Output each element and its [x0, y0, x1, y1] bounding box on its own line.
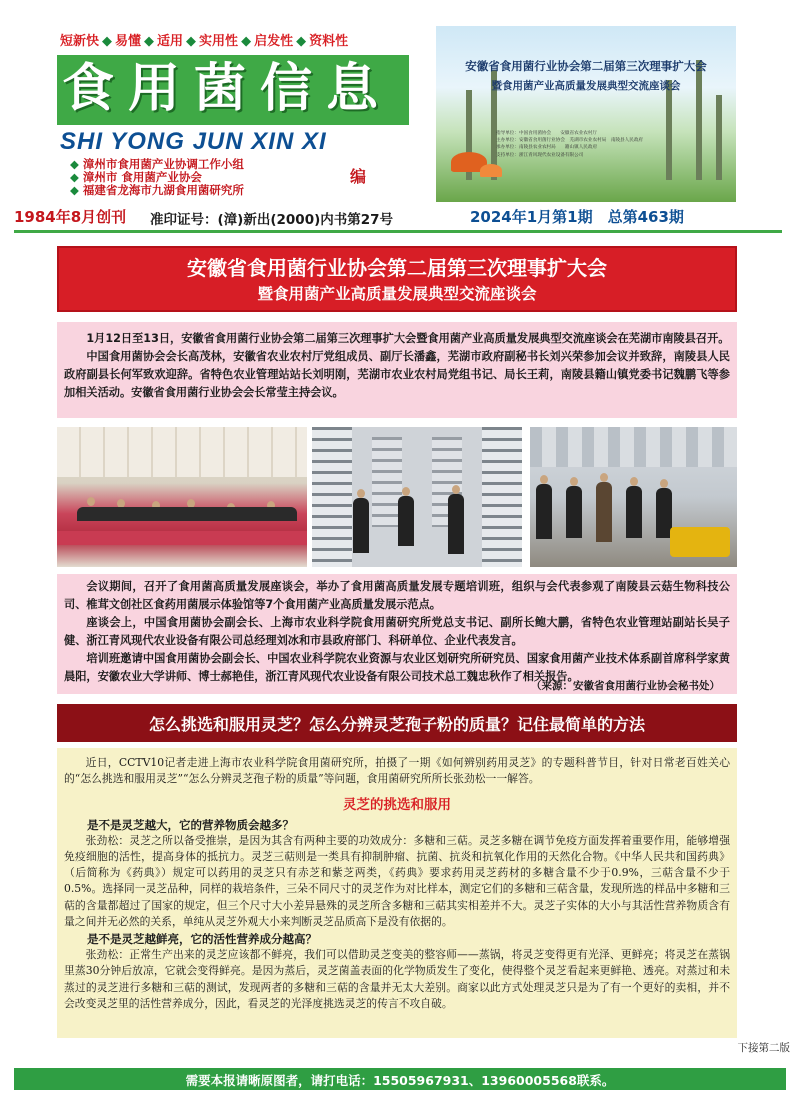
banner-info-line: 支持单位：浙江青风现代农业设备有限公司: [496, 152, 584, 158]
meeting-photo: [57, 427, 307, 567]
masthead-tagline: [60, 30, 410, 52]
tagline-item: 资料性: [309, 34, 349, 49]
article1-intro: [64, 330, 730, 402]
question-heading: 是不是灵芝越鲜亮，它的活性营养成分越高？: [87, 932, 317, 947]
diamond-icon: ◆: [102, 34, 113, 49]
editor-item: ◆ 漳州市食用菌产业协调工作小组: [70, 158, 350, 171]
editor-item: ◆ 福建省龙海市九湖食用菌研究所: [70, 184, 350, 197]
diamond-icon: ◆: [296, 34, 307, 49]
article-paragraph: 1月12日至13日，安徽省食用菌行业协会第二届第三次理事扩大会暨食用菌产业高质量发展典型交流座谈会在芜湖市南陵县召开。: [86, 332, 730, 345]
editor-list: [70, 158, 350, 197]
article-paragraph: 张劲松：正常生产出来的灵芝应该都不鲜亮，我们可以借助灵芝变美的整容师——蒸锅，将灵芝变得更有光泽、更鲜亮；将灵芝在蒸锅里蒸30分钟后放凉，它就会变得鲜亮。是因为蒸后，灵芝菌盖表面的化学物质发生了变化，使得整个灵芝看起来更鲜艳、透亮。对蒸过和未蒸过的灵芝进行多糖和三萜的测试，发现两者的多糖和三萜的含量并无太大差别。商家以此方式处理灵芝只是为了有一个更好的卖相，并不会改变灵芝里的活性营养成分，因此，看灵芝的光泽度挑选灵芝的传言不攻自破。: [64, 948, 730, 1010]
issue-number: 2024年1月第1期 总第463期: [470, 208, 684, 226]
banner-info-line: 指导单位：中国食用菌协会 安徽省农业农村厅: [496, 131, 598, 136]
diamond-icon: ◆: [241, 34, 252, 49]
tagline-item: 启发性: [254, 34, 294, 49]
article-paragraph: 近日，CCTV10记者走进上海市农业科学院食用菌研究所，拍摄了一期《如何辨别药用灵芝》的专题科普节目，针对日常老百姓关心的“怎么挑选和服用灵芝”“怎么分辨灵芝孢子粉的质量”等问题，食用菌研究所所长张劲松一一解答。: [64, 756, 730, 786]
editor-item: ◆ 漳州市 食用菌产业协会: [70, 171, 350, 184]
footer-contact: 需要本报请晰原图者，请打电话：15505967931、13960005568联系。: [185, 1073, 615, 1088]
founded-date: 1984年8月创刊: [14, 208, 127, 226]
newspaper-logo-title: 食用菌信息: [62, 58, 393, 119]
banner-info-line: 承办单位：南陵县农业农村局 籍山镇人民政府: [496, 145, 598, 151]
permit-number: 准印证号：(漳)新出(2000)内书第27号: [150, 212, 394, 228]
article1-source: （来源：安徽省食用菌行业协会秘书处）: [531, 680, 720, 692]
tagline-item: 适用: [157, 34, 184, 49]
article2-headline: 怎么挑选和服用灵芝？怎么分辨灵芝孢子粉的质量？记住最简单的方法: [148, 715, 645, 734]
article-paragraph: 会议期间，召开了食用菌高质量发展座谈会，举办了食用菌高质量发展专题培训班，组织与会代表参观了南陵县云菇生物科技公司、椎茸文创社区食药用菌展示体验馆等7个食用菌产业高质量发展示范点。: [64, 580, 730, 611]
banner-info-line: 主办单位：安徽省食用菌行业协会 芜湖市农业农村局 南陵县人民政府: [496, 138, 644, 144]
diamond-icon: ◆: [186, 34, 197, 49]
article2-body: [64, 755, 730, 1012]
tagline-item: 短新快: [60, 34, 100, 49]
article-paragraph: 中国食用菌协会会长高茂林，安徽省农业农村厅党组成员、副厅长潘鑫，芜湖市政府副秘书长刘兴荣参加会议并致辞，南陵县人民政府副县长何军致欢迎辞。省特色农业管理站站长刘明刚，芜湖市农业农村局党组书记、局长王莉，南陵县籍山镇党委书记魏鹏飞等参加相关活动。安徽省食用菌行业协会会长常莹主持会议。: [64, 350, 730, 399]
tagline-item: 实用性: [199, 34, 239, 49]
article1-headline: 安徽省食用菌行业协会第二届第三次理事扩大会: [187, 256, 607, 280]
banner-organizers: [496, 130, 726, 159]
newspaper-logo-pinyin: SHI YONG JUN XIN XI: [60, 128, 327, 155]
article1-subheadline: 暨食用菌产业高质量发展典型交流座谈会: [257, 285, 537, 303]
article1-body: [64, 578, 730, 686]
banner-title: 安徽省食用菌行业协会第二届第三次理事扩大会: [465, 59, 707, 73]
continued-note: 下接第二版: [737, 1042, 790, 1054]
event-banner-image: [436, 26, 736, 202]
article-paragraph: 培训班邀请中国食用菌协会副会长、中国农业科学院农业资源与农业区划研究所研究员、国家食用菌产业技术体系副首席科学家黄晨阳，安徽农业大学讲师、博士郝艳佳，浙江青风现代农业设备有限公司技术总工魏忠秋作了相关报告。: [64, 652, 730, 683]
article2-section-title: 灵芝的挑选和服用: [343, 797, 451, 814]
question-heading: 是不是灵芝越大，它的营养物质会越多？: [87, 817, 294, 832]
diamond-icon: ◆: [144, 34, 155, 49]
tagline-item: 易懂: [115, 34, 142, 49]
banner-subtitle: 暨食用菌产业高质量发展典型交流座谈会: [491, 80, 681, 92]
article-paragraph: 座谈会上，中国食用菌协会副会长、上海市农业科学院食用菌研究所党总支书记、副所长鲍大鹏，省特色农业管理站副站长吴子健、浙江青风现代农业设备有限公司总经理刘冰和市县政府部门、科研单位、企业代表发言。: [64, 616, 730, 647]
editor-suffix: 编: [350, 167, 367, 186]
cultivation-room-photo: [312, 427, 522, 567]
masthead-divider: [14, 230, 782, 233]
article-paragraph: 张劲松：灵芝之所以备受推崇，是因为其含有两种主要的功效成分：多糖和三萜。灵芝多糖在调节免疫方面发挥着重要作用，能够增强免疫细胞的活性，提高身体的抵抗力。灵芝三萜则是一类具有抑制肿瘤、抗菌、抗炎和抗氧化作用的天然化合物。《中华人民共和国药典》（后简称为《药典》）规定可以药用的灵芝只有赤芝和紫芝两类，《药典》要求药用灵芝药材的多糖含量不少于0.9%，三萜含量不少于0.5%。选择同一灵芝品种，同样的栽培条件，三朵不同尺寸的灵芝作为对比样本，测定它们的多糖和三萜含量，发现所选的样品中多糖和三萜的含量都超过了国家的规定，但三个尺寸大小差异悬殊的灵芝所含多糖和三萜其实相差并不大。灵芝子实体的大小与其活性营养物质含有量之间并无必然的关系，单纯从灵芝外观大小来判断灵芝品质高下是没有依据的。: [64, 833, 730, 928]
factory-visit-photo: [530, 427, 737, 567]
